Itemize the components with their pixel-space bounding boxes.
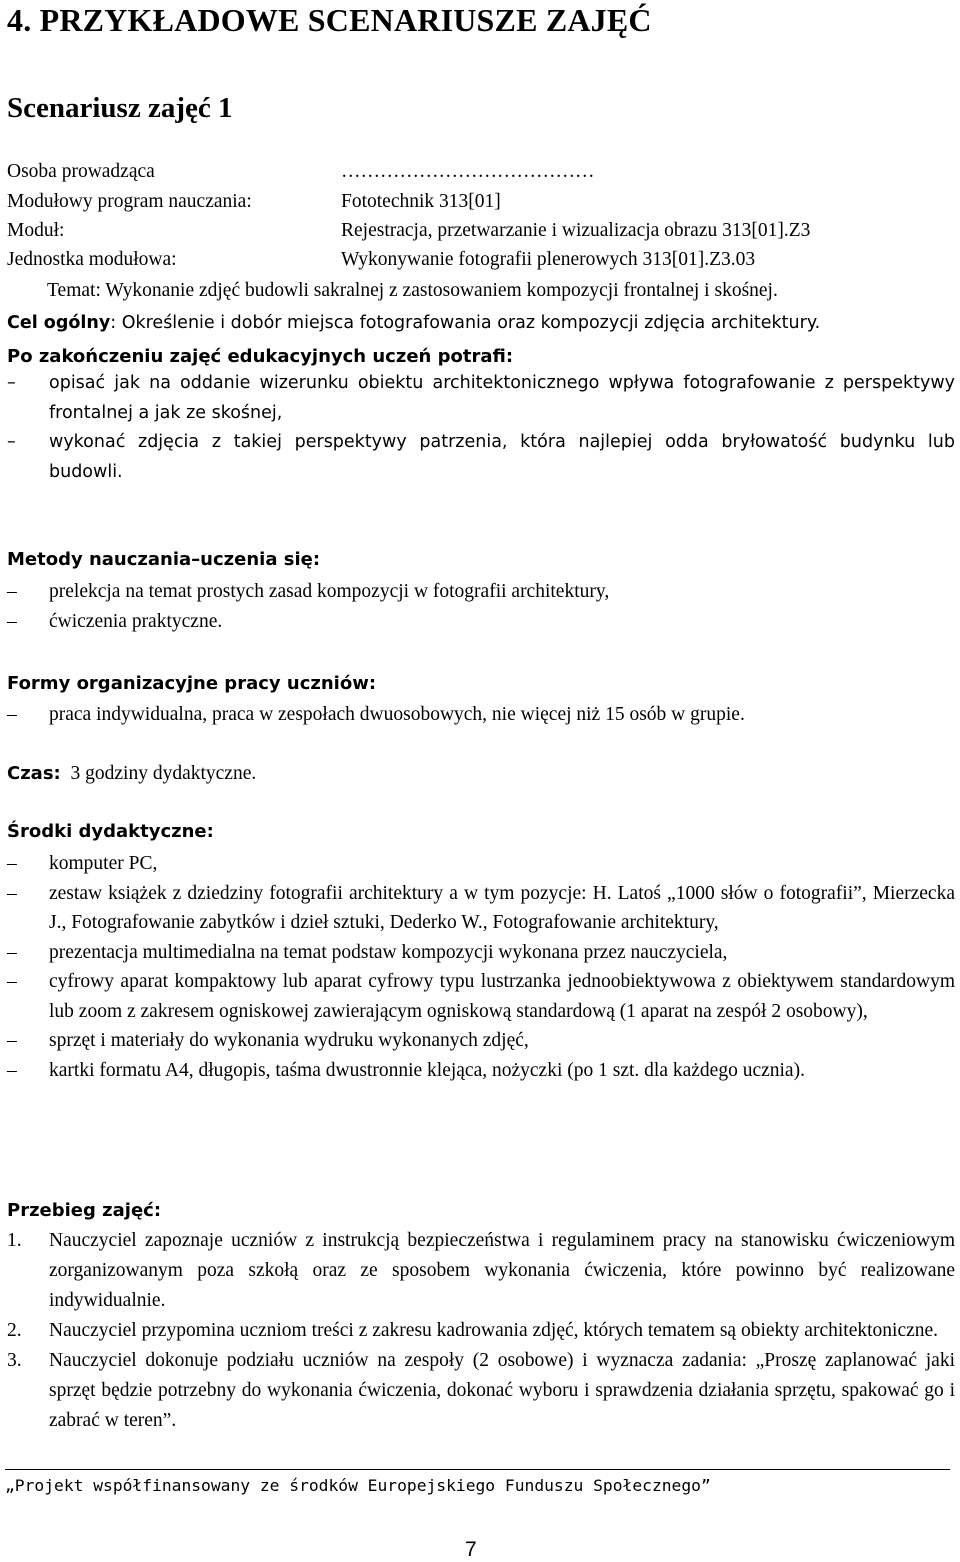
- meta-label: Moduł:: [7, 220, 65, 241]
- dash-bullet: –: [7, 971, 17, 992]
- list-item: – wykonać zdjęcia z takiej perspektywy patrzenia, która najlepiej odda bryłowatość budynku lub budowli.: [7, 428, 955, 487]
- outcomes-heading: Po zakończeniu zajęć edukacyjnych uczeń potrafi:: [7, 346, 514, 367]
- list-item: – opisać jak na oddanie wizerunku obiektu architektonicznego wpływa fotografowanie z perspektywy frontalnej a jak ze skośnej,: [7, 369, 955, 428]
- dash-bullet: –: [7, 432, 16, 452]
- time-line: [7, 760, 256, 788]
- list-item: – praca indywidualna, praca w zespołach dwuosobowych, nie więcej niż 15 osób w grupie.: [7, 700, 955, 730]
- meta-value: Wykonywanie fotografii plenerowych 313[01].Z3.03: [341, 249, 756, 270]
- forms-list: [7, 700, 955, 730]
- time-value: 3 godziny dydaktyczne.: [70, 763, 257, 784]
- meta-label: Osoba prowadząca: [7, 161, 155, 182]
- list-item: 1. Nauczyciel zapoznaje uczniów z instrukcją bezpieczeństwa i regulaminem pracy na stanowisku ćwiczeniowym zorganizowanym poza szkołą oraz ze sposobem wykonania ćwiczenia, które powinno być realizowane indywidualnie.: [7, 1226, 955, 1316]
- resources-list: [7, 849, 955, 1085]
- footer-divider: [5, 1469, 950, 1470]
- goal-label: Cel ogólny: [7, 313, 111, 333]
- course-heading: Przebieg zajęć:: [7, 1200, 162, 1221]
- list-item: – cyfrowy aparat kompaktowy lub aparat cyfrowy typu lustrzanka jednoobiektywowa z obiektywem standardowym lub zoom z zakresem ogniskowej zawierającym ogniskową standardową (1 aparat na zespół 2 osobowy),: [7, 967, 955, 1026]
- list-item: – zestaw książek z dziedziny fotografii architektury a w tym pozycje: H. Latoś „1000 słów o fotografii”, Mierzecka J., Fotografowanie zabytków i dzieł sztuki, Dederko W., Fotografowanie architektury,: [7, 879, 955, 938]
- topic-line: Temat: Wykonanie zdjęć budowli sakralnej z zastosowaniem kompozycji frontalnej i skośnej.: [47, 280, 778, 301]
- meta-label: Modułowy program nauczania:: [7, 191, 252, 212]
- dash-bullet: –: [7, 1030, 17, 1051]
- step-number: 2.: [7, 1320, 22, 1341]
- course-steps: [7, 1226, 955, 1436]
- chapter-title: 4. PRZYKŁADOWE SCENARIUSZE ZAJĘĆ: [7, 2, 652, 38]
- list-item: – kartki formatu A4, długopis, taśma dwustronnie klejąca, nożyczki (po 1 szt. dla każdego ucznia).: [7, 1056, 955, 1086]
- dash-bullet: –: [7, 373, 16, 393]
- scenario-title: Scenariusz zajęć 1: [7, 92, 233, 124]
- dash-bullet: –: [7, 704, 17, 725]
- methods-heading: Metody nauczania–uczenia się:: [7, 549, 321, 570]
- dash-bullet: –: [7, 1059, 17, 1081]
- general-goal: [7, 309, 820, 337]
- footer-note: „Projekt współfinansowany ze środków Europejskiego Funduszu Społecznego”: [5, 1476, 711, 1495]
- step-number: 1.: [7, 1230, 22, 1251]
- meta-value: Rejestracja, przetwarzanie i wizualizacja obrazu 313[01].Z3: [341, 220, 811, 241]
- list-item: 2. Nauczyciel przypomina uczniom treści z zakresu kadrowania zdjęć, których tematem są obiekty architektoniczne.: [7, 1316, 955, 1346]
- meta-label: Jednostka modułowa:: [7, 249, 177, 270]
- outcomes-list: [7, 369, 955, 487]
- methods-list: [7, 577, 955, 636]
- list-item: – ćwiczenia praktyczne.: [7, 607, 955, 637]
- step-number: 3.: [7, 1350, 22, 1371]
- list-item: – prezentacja multimedialna na temat podstaw kompozycji wykonana przez nauczyciela,: [7, 938, 955, 968]
- forms-heading: Formy organizacyjne pracy uczniów:: [7, 673, 377, 694]
- dash-bullet: –: [7, 941, 17, 963]
- list-item: – prelekcja na temat prostych zasad kompozycji w fotografii architektury,: [7, 577, 955, 607]
- meta-value: …………………………………: [341, 161, 595, 182]
- page-number: 7: [465, 1538, 477, 1561]
- resources-heading: Środki dydaktyczne:: [7, 821, 214, 842]
- list-item: 3. Nauczyciel dokonuje podziału uczniów na zespoły (2 osobowe) i wyznacza zadania: „Proszę zaplanować jaki sprzęt będzie potrzebny do wykonania ćwiczenia, dokonać wyboru i sprawdzenia działania sprzętu, spakować go i zabrać w teren”.: [7, 1346, 955, 1436]
- list-item: – sprzęt i materiały do wykonania wydruku wykonanych zdjęć,: [7, 1026, 955, 1056]
- dash-bullet: –: [7, 581, 17, 602]
- goal-text: : Określenie i dobór miejsca fotografowania oraz kompozycji zdjęcia architektury.: [110, 313, 821, 333]
- time-label: Czas:: [7, 763, 61, 784]
- dash-bullet: –: [7, 610, 17, 632]
- dash-bullet: –: [7, 853, 17, 874]
- list-item: – komputer PC,: [7, 849, 955, 879]
- dash-bullet: –: [7, 882, 17, 904]
- meta-value: Fototechnik 313[01]: [341, 191, 501, 212]
